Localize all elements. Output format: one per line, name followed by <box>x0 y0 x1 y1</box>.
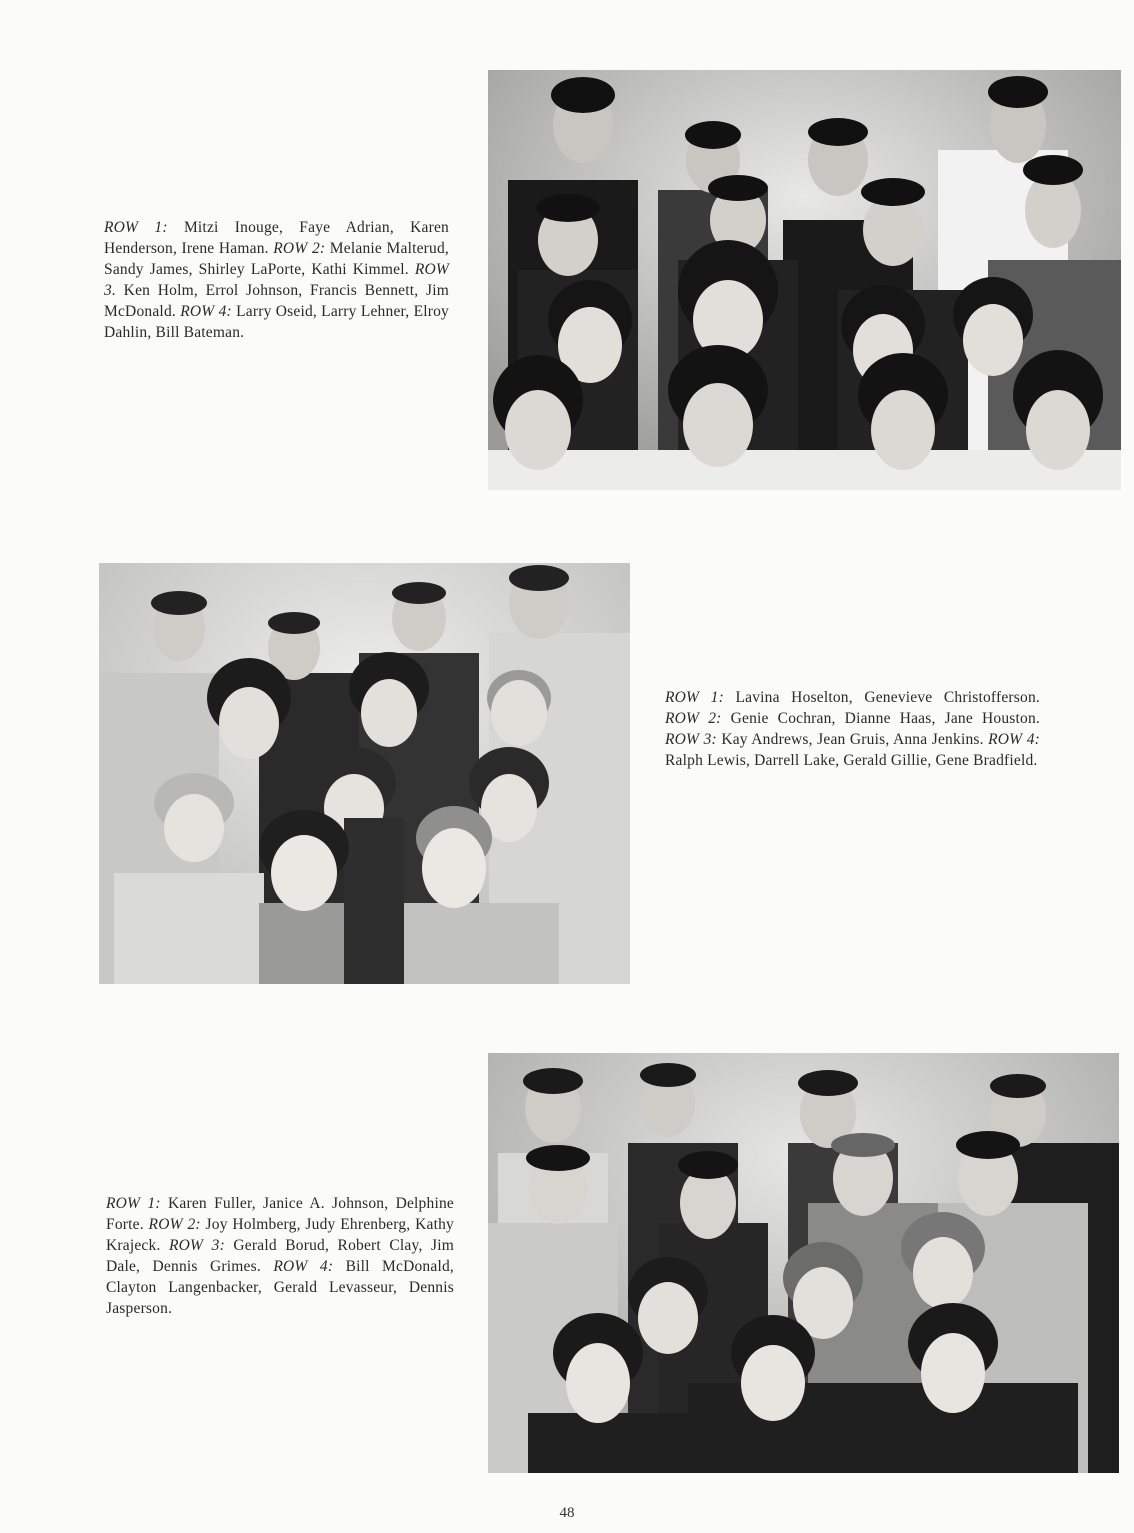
class-photo-1 <box>488 70 1121 490</box>
row-names: Bill McDonald, Clayton Langenbacker, Gerald Levasseur, Dennis Jasperson. <box>106 1258 454 1317</box>
row-names: Ken Holm, Errol Johnson, Francis Bennett, Jim McDonald. <box>104 282 449 320</box>
row-names: Gerald Borud, Robert Clay, Jim Dale, Dennis Grimes. <box>106 1237 454 1275</box>
row-names: Karen Fuller, Janice A. Johnson, Delphine Forte. <box>106 1195 454 1233</box>
row-label: ROW 1: <box>104 219 168 236</box>
row-names: Genie Cochran, Dianne Haas, Jane Houston. <box>721 710 1040 727</box>
row-label: ROW 4: <box>988 731 1041 748</box>
row-names: Kay Andrews, Jean Gruis, Anna Jenkins. <box>716 731 989 748</box>
caption-block-2 <box>665 687 1040 771</box>
row-names: Lavina Hoselton, Genevieve Christofferson. <box>723 689 1041 706</box>
row-names: Melanie Malterud, Sandy James, Shirley LaPorte, Kathi Kimmel. <box>104 240 450 278</box>
row-label: ROW 3: <box>665 731 717 748</box>
row-label: ROW 3: <box>169 1237 225 1254</box>
row-label: ROW 1: <box>665 689 724 706</box>
page-number: 48 <box>559 1505 575 1521</box>
row-names: Mitzi Inouge, Faye Adrian, Karen Henderson, Irene Haman. <box>104 219 450 257</box>
caption-block-3 <box>106 1193 454 1319</box>
row-label: ROW 2: <box>273 240 326 257</box>
row-names: Joy Holmberg, Judy Ehrenberg, Kathy Krajeck. <box>106 1216 454 1254</box>
row-names: Larry Oseid, Larry Lehner, Elroy Dahlin, Bill Bateman. <box>104 303 450 341</box>
row-label: ROW 4: <box>180 303 232 320</box>
row-label: ROW 2: <box>148 1216 201 1233</box>
class-photo-3 <box>488 1053 1119 1473</box>
row-label: ROW 1: <box>106 1195 161 1212</box>
row-label: ROW 3. <box>104 261 449 299</box>
caption-block-1 <box>104 217 449 343</box>
row-label: ROW 4: <box>273 1258 334 1275</box>
class-photo-2 <box>99 563 630 984</box>
row-names: Ralph Lewis, Darrell Lake, Gerald Gillie, Gene Bradfield. <box>665 752 1038 769</box>
row-label: ROW 2: <box>665 710 722 727</box>
